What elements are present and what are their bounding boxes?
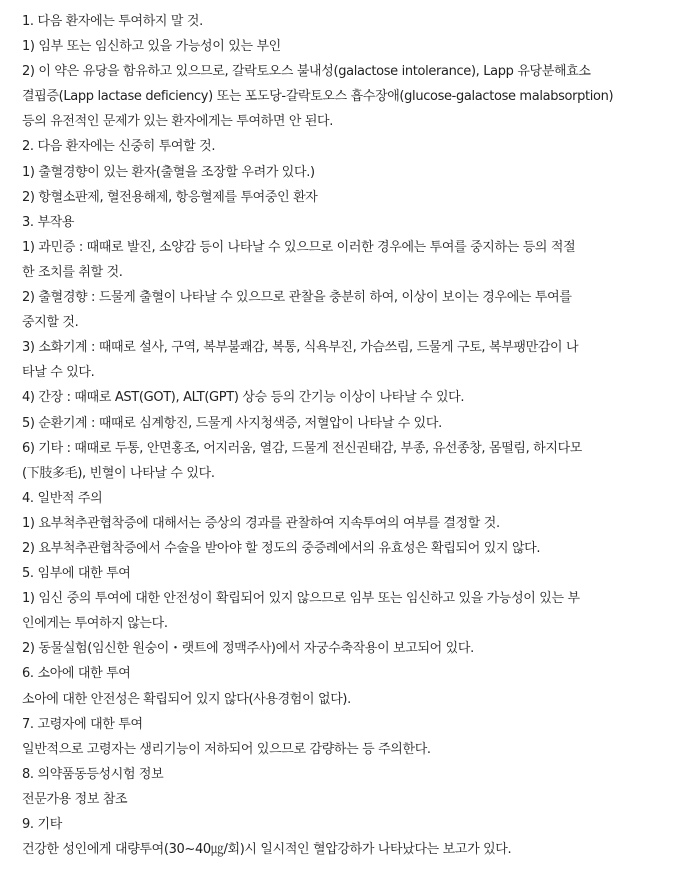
text-line: 2) 이 약은 유당을 함유하고 있으므로, 갈락토오스 불내성(galactose intolerance), Lapp 유당분해효소 (22, 64, 591, 80)
section-heading-elderly: 7. 고령자에 대한 투여 (22, 716, 143, 732)
text-line: 4) 간장 : 때때로 AST(GOT), ALT(GPT) 상승 등의 간기능 이상이 나타날 수 있다. (22, 390, 465, 406)
text-line: 5) 순환기계 : 때때로 심계항진, 드물게 사지청색증, 저혈압이 나타날 수 있다. (22, 415, 442, 431)
text-line: 소아에 대한 안전성은 확립되어 있지 않다(사용경험이 없다). (22, 691, 351, 707)
text-line: 1) 임부 또는 임신하고 있을 가능성이 있는 부인 (22, 39, 281, 55)
section-heading-contraindications: 1. 다음 환자에는 투여하지 말 것. (22, 14, 203, 29)
text-line: 1) 요부척추관협착증에 대해서는 증상의 경과를 관찰하여 지속투여의 여부를 결정할 것. (22, 515, 500, 531)
section-heading-pregnancy: 5. 임부에 대한 투여 (22, 566, 131, 582)
section-heading-adverse-reactions: 3. 부작용 (22, 214, 75, 230)
text-line: 결핍증(Lapp lactase deficiency) 또는 포도당-갈락토오스 흡수장애(glucose-galactose malabsorption) (22, 89, 614, 105)
section-heading-careful-administration: 2. 다음 환자에는 신중히 투여할 것. (22, 139, 216, 155)
text-line: 2) 요부척추관협착증에서 수술을 받아야 할 정도의 중증례에서의 유효성은 확립되어 있지 않다. (22, 540, 541, 556)
text-line: 3) 소화기계 : 때때로 설사, 구역, 복부불쾌감, 복통, 식욕부진, 가슴쓰림, 드물게 구토, 복부팽만감이 나 (22, 340, 579, 356)
text-line: 2) 항혈소판제, 혈전용해제, 항응혈제를 투여중인 환자 (22, 189, 318, 205)
text-line: (下肢多毛), 빈혈이 나타날 수 있다. (22, 465, 215, 481)
text-line: 등의 유전적인 문제가 있는 환자에게는 투여하면 안 된다. (22, 114, 334, 130)
text-line: 2) 동물실험(임신한 원숭이・랫트에 정맥주사)에서 자궁수축작용이 보고되어 있다. (22, 641, 474, 657)
text-line: 1) 임신 중의 투여에 대한 안전성이 확립되어 있지 않으므로 임부 또는 임신하고 있을 가능성이 있는 부 (22, 591, 580, 607)
text-line: 한 조치를 취할 것. (22, 264, 123, 280)
text-line: 건강한 성인에게 대량투여(30~40㎍/회)시 일시적인 혈압강하가 나타났다는 보고가 있다. (22, 842, 512, 858)
text-line: 2) 출혈경향 : 드물게 출혈이 나타날 수 있으므로 관찰을 충분히 하여, 이상이 보이는 경우에는 투여를 (22, 290, 572, 306)
text-line: 6) 기타 : 때때로 두통, 안면홍조, 어지러움, 열감, 드물게 전신권태감, 부종, 유선종창, 몸떨림, 하지다모 (22, 440, 583, 456)
text-line: 전문가용 정보 참조 (22, 791, 128, 807)
section-heading-other: 9. 기타 (22, 817, 62, 832)
section-heading-pediatric: 6. 소아에 대한 투여 (22, 666, 131, 682)
drug-precautions-document (22, 9, 684, 862)
text-line: 인에게는 투여하지 않는다. (22, 616, 168, 632)
text-line: 중지할 것. (22, 315, 79, 331)
section-heading-general-precautions: 4. 일반적 주의 (22, 490, 103, 506)
text-line: 1) 출혈경향이 있는 환자(출혈을 조장할 우려가 있다.) (22, 164, 315, 180)
text-line: 일반적으로 고령자는 생리기능이 저하되어 있으므로 감량하는 등 주의한다. (22, 741, 431, 757)
section-heading-bioequivalence: 8. 의약품동등성시험 정보 (22, 766, 164, 782)
text-line: 1) 과민증 : 때때로 발진, 소양감 등이 나타날 수 있으므로 이러한 경우에는 투여를 중지하는 등의 적절 (22, 239, 576, 255)
text-line: 타날 수 있다. (22, 365, 95, 381)
